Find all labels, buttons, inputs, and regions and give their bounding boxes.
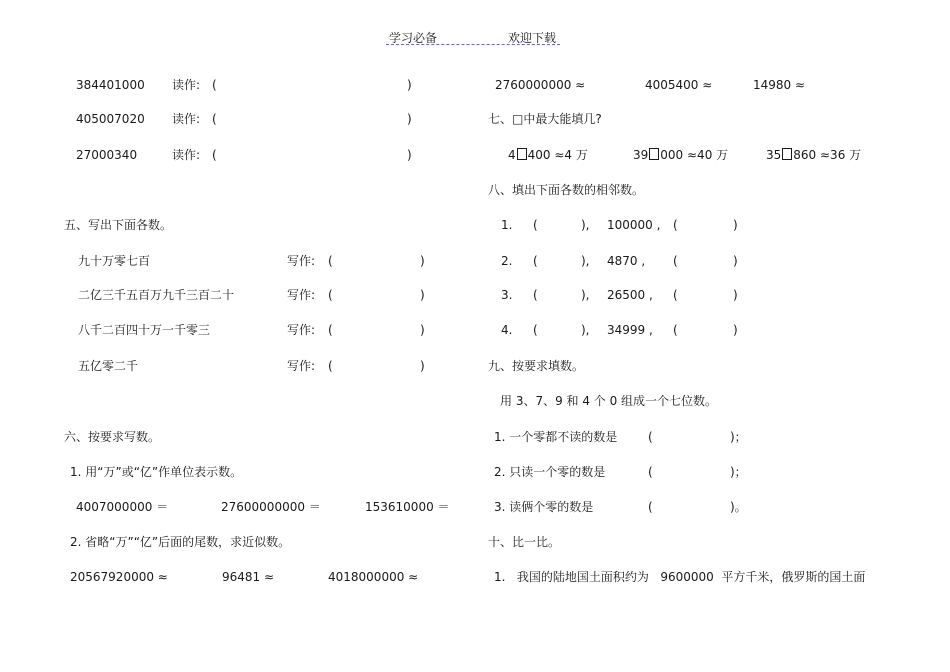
header-right: 欢迎下载 <box>508 31 557 45</box>
approx-item: 20567920000 ≈ <box>70 570 168 584</box>
close-paren: ) <box>733 288 738 302</box>
approx-item: 4018000000 ≈ <box>328 570 419 584</box>
read-open-paren: ( <box>212 148 217 162</box>
digit-box-item <box>508 148 588 162</box>
open-paren: ( <box>648 500 653 514</box>
close-paren: )。 <box>730 500 747 514</box>
open-paren: ( <box>673 323 678 337</box>
digit-prefix: 4 <box>508 148 516 162</box>
section-10-title: 十、比一比。 <box>488 535 561 549</box>
approx-item: 4005400 ≈ <box>645 78 713 92</box>
close-paren: ) <box>733 323 738 337</box>
close-paren: ), <box>581 254 590 268</box>
row-number: 1. <box>501 218 513 232</box>
close-paren: ) <box>733 254 738 268</box>
units-item: 153610000 ＝ <box>365 500 450 514</box>
close-paren: )； <box>730 430 747 444</box>
section-9-intro: 用 3、7、9 和 4 个 0 组成一个七位数。 <box>500 394 718 408</box>
given-number: 100000 , <box>607 218 661 232</box>
write-open-paren: ( <box>328 323 333 337</box>
read-label: 读作: <box>172 78 201 92</box>
section-9-title: 九、按要求填数。 <box>488 359 585 373</box>
section-8-title: 八、填出下面各数的相邻数。 <box>488 183 645 197</box>
open-paren: ( <box>673 218 678 232</box>
approx-item: 96481 ≈ <box>222 570 275 584</box>
digit-suffix: 860 ≈36 万 <box>793 148 862 162</box>
row-number: 2. <box>501 254 513 268</box>
question-text: 2. 只读一个零的数是 <box>494 465 606 479</box>
read-number: 384401000 <box>76 78 145 92</box>
chinese-number: 九十万零七百 <box>78 254 151 268</box>
given-number: 4870 , <box>607 254 646 268</box>
write-close-paren: ) <box>420 254 425 268</box>
digit-box-item <box>633 148 728 162</box>
question-text: 3. 读俩个零的数是 <box>494 500 594 514</box>
read-close-paren: ) <box>407 148 412 162</box>
chinese-number: 八千二百四十万一千零三 <box>78 323 211 337</box>
units-item: 4007000000 ＝ <box>76 500 169 514</box>
section-10-question-1: 1. 我国的陆地国土面积约为 9600000 平方千米，俄罗斯的国土面 <box>494 570 866 584</box>
row-number: 3. <box>501 288 513 302</box>
header-left: 学习必备 <box>389 31 438 45</box>
given-number: 26500 , <box>607 288 653 302</box>
row-number: 4. <box>501 323 513 337</box>
write-close-paren: ) <box>420 359 425 373</box>
write-label: 写作: <box>287 359 316 373</box>
question-text: 1. 一个零都不读的数是 <box>494 430 618 444</box>
open-paren: ( <box>648 430 653 444</box>
write-label: 写作: <box>287 323 316 337</box>
approx-item: 2760000000 ≈ <box>495 78 586 92</box>
read-number: 27000340 <box>76 148 138 162</box>
open-paren: ( <box>673 254 678 268</box>
write-label: 写作: <box>287 288 316 302</box>
digit-prefix: 35 <box>766 148 782 162</box>
open-paren: ( <box>533 288 538 302</box>
write-label: 写作: <box>287 254 316 268</box>
digit-prefix: 39 <box>633 148 649 162</box>
digit-box-item <box>766 148 861 162</box>
close-paren: ), <box>581 218 590 232</box>
section-6-title: 六、按要求写数。 <box>64 430 161 444</box>
close-paren: ), <box>581 288 590 302</box>
read-label: 读作: <box>172 148 201 162</box>
read-label: 读作: <box>172 112 201 126</box>
approx-item: 14980 ≈ <box>753 78 806 92</box>
read-number: 405007020 <box>76 112 145 126</box>
blank-box-icon <box>649 148 659 160</box>
close-paren: )； <box>730 465 747 479</box>
write-open-paren: ( <box>328 254 333 268</box>
blank-box-icon <box>782 148 792 160</box>
chinese-number: 五亿零二千 <box>78 359 139 373</box>
write-close-paren: ) <box>420 323 425 337</box>
digit-suffix: 400 ≈4 万 <box>527 148 588 162</box>
header-underline <box>386 44 560 45</box>
open-paren: ( <box>533 218 538 232</box>
read-open-paren: ( <box>212 112 217 126</box>
read-open-paren: ( <box>212 78 217 92</box>
write-open-paren: ( <box>328 359 333 373</box>
section-6-question-1: 1. 用“万”或“亿”作单位表示数。 <box>70 465 243 479</box>
section-6-question-2: 2. 省略“万”“亿”后面的尾数，求近似数。 <box>70 535 291 549</box>
write-close-paren: ) <box>420 288 425 302</box>
blank-box-icon <box>517 148 527 160</box>
close-paren: ), <box>581 323 590 337</box>
section-7-title: 七、□中最大能填几? <box>488 112 602 126</box>
given-number: 34999 , <box>607 323 653 337</box>
read-close-paren: ) <box>407 78 412 92</box>
close-paren: ) <box>733 218 738 232</box>
open-paren: ( <box>648 465 653 479</box>
digit-suffix: 000 ≈40 万 <box>660 148 729 162</box>
units-item: 27600000000 ＝ <box>221 500 321 514</box>
open-paren: ( <box>673 288 678 302</box>
read-close-paren: ) <box>407 112 412 126</box>
open-paren: ( <box>533 323 538 337</box>
chinese-number: 二亿三千五百万九千三百二十 <box>78 288 235 302</box>
section-5-title: 五、写出下面各数。 <box>64 218 173 232</box>
write-open-paren: ( <box>328 288 333 302</box>
open-paren: ( <box>533 254 538 268</box>
